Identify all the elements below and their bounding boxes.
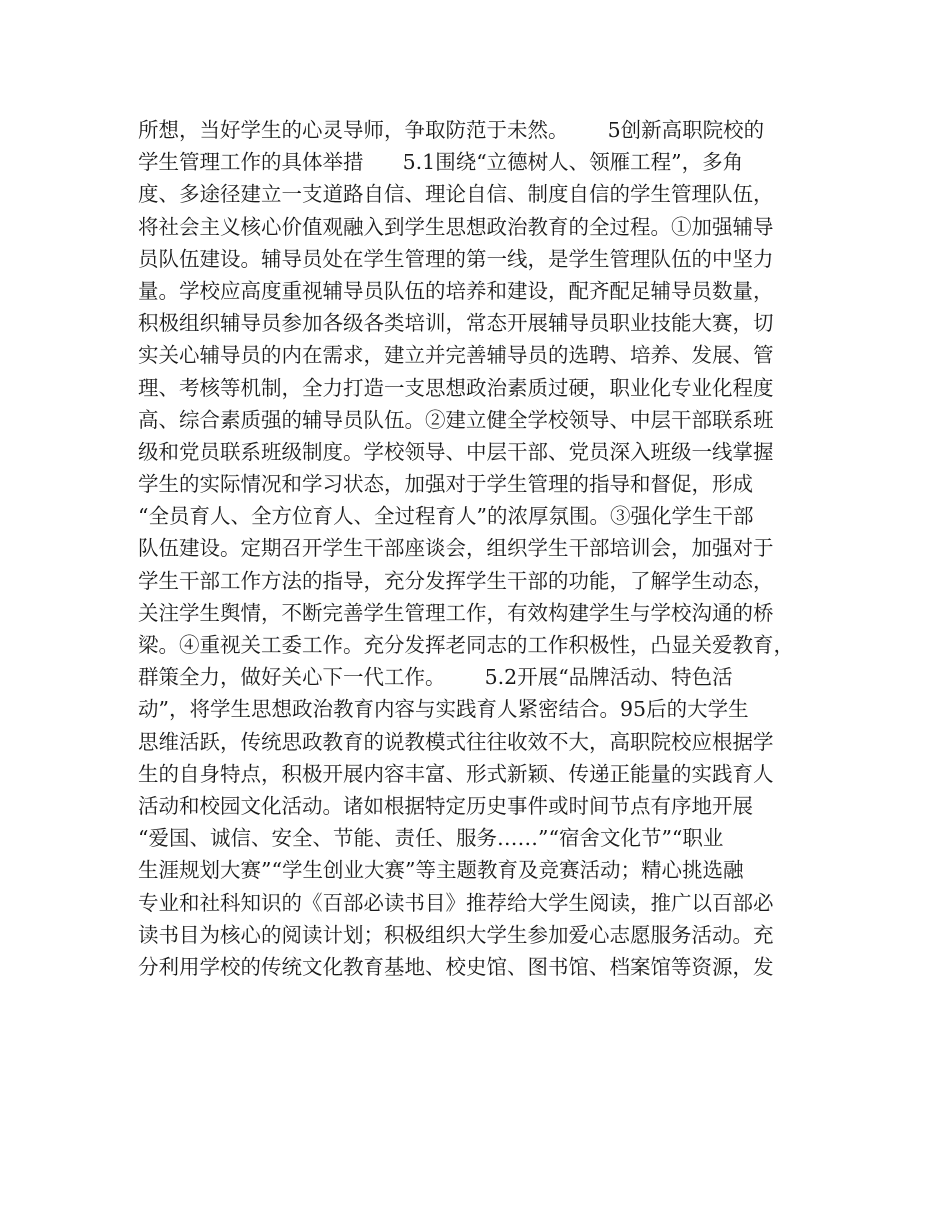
text-line: 高、综合素质强的辅导员队伍。②建立健全学校领导、中层干部联系班 [138, 407, 774, 432]
text-line: 生的自身特点，积极开展内容丰富、形式新颖、传递正能量的实践育人 [138, 761, 774, 786]
text-line: 理、考核等机制，全力打造一支思想政治素质过硬，职业化专业化程度 [138, 375, 774, 400]
text-line: 思维活跃，传统思政教育的说教模式往往收效不大，高职院校应根据学 [138, 729, 774, 754]
text-line: 级和党员联系班级制度。学校领导、中层干部、党员深入班级一线掌握 [138, 439, 774, 464]
text-line: 分利用学校的传统文化教育基地、校史馆、图书馆、档案馆等资源，发 [138, 954, 774, 979]
text-line: 活动和校园文化活动。诸如根据特定历史事件或时间节点有序地开展 [138, 793, 753, 818]
text-line: 专业和社科知识的《百部必读书目》推荐给大学生阅读，推广以百部必 [138, 890, 774, 915]
text-line: 读书目为核心的阅读计划；积极组织大学生参加爱心志愿服务活动。充 [138, 922, 774, 947]
text-line: 所想，当好学生的心灵导师，争取防范于未然。 5创新高职院校的 [138, 118, 765, 142]
text-line: 关注学生舆情，不断完善学生管理工作，有效构建学生与学校沟通的桥 [138, 600, 774, 625]
text-line: 将社会主义核心价值观融入到学生思想政治教育的全过程。①加强辅导 [138, 214, 774, 239]
text-line: 生涯规划大赛”“学生创业大赛”等主题教育及竞赛活动；精心挑选融 [138, 858, 744, 883]
text-line: “全员育人、全方位育人、全过程育人”的浓厚氛围。③强化学生干部 [138, 504, 754, 529]
text-line: 学生干部工作方法的指导，充分发挥学生干部的功能，了解学生动态， [138, 568, 774, 593]
text-line: “爱国、诚信、安全、节能、责任、服务……”“宿舍文化节”“职业 [138, 826, 724, 851]
text-line: 学生的实际情况和学习状态，加强对于学生管理的指导和督促，形成 [138, 472, 753, 497]
text-line: 积极组织辅导员参加各级各类培训，常态开展辅导员职业技能大赛，切 [138, 311, 774, 336]
text-line: 动”，将学生思想政治教育内容与实践育人紧密结合。95后的大学生 [138, 697, 749, 722]
text-line: 员队伍建设。辅导员处在学生管理的第一线，是学生管理队伍的中坚力 [138, 246, 774, 271]
text-line: 队伍建设。定期召开学生干部座谈会，组织学生干部培训会，加强对于 [138, 536, 774, 561]
text-line: 群策全力，做好关心下一代工作。 5.2开展“品牌活动、特色活 [138, 665, 733, 690]
text-line: 学生管理工作的具体举措 5.1围绕“立德树人、领雁工程”，多角 [138, 150, 744, 175]
text-line: 量。学校应高度重视辅导员队伍的培养和建设，配齐配足辅导员数量， [138, 278, 774, 303]
text-line: 度、多途径建立一支道路自信、理论自信、制度自信的学生管理队伍， [138, 182, 774, 207]
text-line: 梁。④重视关工委工作。充分发挥老同志的工作积极性，凸显关爱教育， [138, 633, 794, 657]
body-text [138, 114, 838, 983]
text-line: 实关心辅导员的内在需求，建立并完善辅导员的选聘、培养、发展、管 [138, 343, 774, 368]
